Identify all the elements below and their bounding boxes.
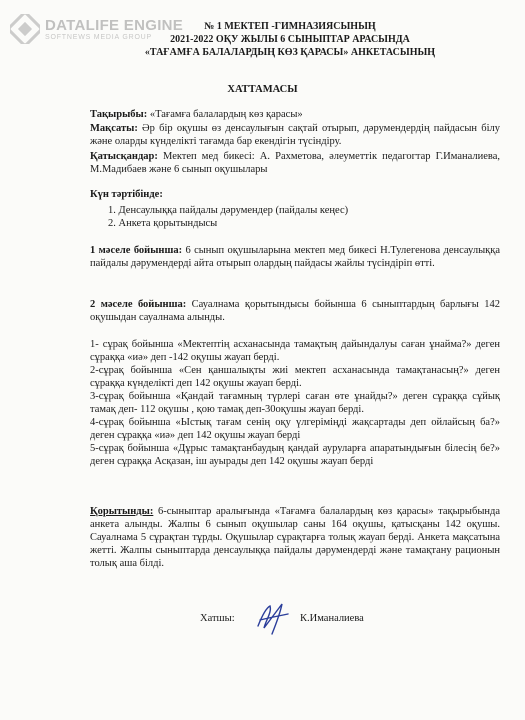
agenda-section: [90, 188, 500, 230]
signature-name: К.Иманалиева: [300, 613, 364, 624]
datalife-logo-icon: [10, 14, 40, 44]
topic-label: Тақырыбы:: [90, 109, 148, 120]
topic-text: «Тағамға балалардың көз қарасы»: [147, 109, 303, 120]
goal-paragraph: [90, 122, 500, 148]
watermark-title: DATALIFE ENGINE: [45, 16, 184, 34]
agenda-item-1: 1. Денсаулыққа пайдалы дәрумендер (пайдалы кеңес): [108, 205, 349, 216]
conclusion-text: 6-сыныптар аралығында «Тағамға балалардың көз қарасы» тақырыбында анкета алынды. Жалпы 6 сынып оқушылар саны 164 оқушы, қатысқаны 142 оқушы. Сауалнама 5 сұрақтан тұрды. Оқушылар сұрақтарға толық жауап берді. Анкета мақсатына жетті. Жалпы сыныптарда денсаулыққа пайдалы дәрумендерді және тамақтану рационын толық аша білді.: [90, 506, 500, 569]
answer-5: 5-сұрақ бойынша «Дұрыс тамақтанбаудың қандай ауруларға апаратындығын білесің бе?» деген сұраққа Асқазан, іш ауырады деп 142 оқушы жауап берді: [90, 443, 500, 467]
answer-3: 3-сұрақ бойынша «Қандай тағамның түрлері саған өте ұнайды?» деген сұраққа сұйық тамақ деп- 112 оқушы , қою тамақ деп-30оқушы жауап берді.: [90, 391, 500, 415]
document-header: [90, 20, 490, 59]
topic-paragraph: [90, 108, 500, 121]
goal-label: Мақсаты:: [90, 123, 138, 134]
goal-text: Әр бір оқушы өз денсаулығын сақтай отырып, дәрумендердің пайдасын білу және оларды күнделікті тағамда бар екендігін түсіндіру.: [90, 123, 500, 147]
issue1-label: 1 мәселе бойынша:: [90, 245, 183, 256]
issue1-paragraph: [90, 244, 500, 270]
document-title: ХАТТАМАСЫ: [227, 84, 298, 95]
watermark-subtitle: SOFTNEWS MEDIA GROUP: [45, 33, 153, 41]
header-line-3: «ТАҒАМҒА БАЛАЛАРДЫҢ КӨЗ ҚАРАСЫ» АНКЕТАСЫНЫҢ: [144, 47, 436, 58]
conclusion-label: Қорытынды:: [90, 506, 154, 517]
signature-label: Хатшы:: [200, 613, 235, 624]
agenda-item-2: 2. Анкета қорытындысы: [108, 218, 218, 229]
issue2-paragraph: [90, 298, 500, 324]
agenda-label: Күн тәртібінде:: [90, 189, 163, 200]
participants-text: Мектеп мед бикесі: А. Рахметова, әлеуметтік педагогтар Г.Иманалиева, М.Мадибаев және 6 сынып оқушылары: [90, 151, 500, 175]
header-line-1: № 1 МЕКТЕП -ГИМНАЗИЯСЫНЫҢ: [204, 21, 376, 32]
answer-1: 1- сұрақ бойынша «Мектептің асханасында тамақтың дайындалуы саған ұнайма?» деген сұраққа «иә» деп -142 оқушы жауап берді.: [90, 339, 500, 363]
answer-2: 2-сұрақ бойынша «Сен қаншалықты жиі мектеп асханасында тамақтанасың?» деген сұраққа күнделікті деп 142 оқушы жауап берді.: [90, 365, 500, 389]
handwritten-signature-icon: [252, 598, 292, 638]
answer-4: 4-сұрақ бойынша «Ыстық тағам сенің оқу үлгеріміңді жақсартады деп ойлайсың ба?» деген сұраққа «иә» деп 142 оқушы жауап берді: [90, 417, 500, 441]
answers-section: [90, 338, 500, 468]
participants-label: Қатысқандар:: [90, 151, 158, 162]
issue1-text: 6 сынып оқушыларына мектеп мед бикесі Н.Тулегенова денсаулыққа пайдалы дәрумендерді айта отырып олардың пайдасы жайлы түсіндіріп өтті.: [90, 245, 500, 269]
header-line-2: 2021-2022 ОҚУ ЖЫЛЫ 6 СЫНЫПТАР АРАСЫНДА: [170, 34, 410, 45]
issue2-text: Сауалнама қорытындысы бойынша 6 сыныптардың барлығы 142 оқушыдан сауалнама алынды.: [90, 299, 500, 323]
participants-paragraph: [90, 150, 500, 176]
issue2-label: 2 мәселе бойынша:: [90, 299, 187, 310]
conclusion-paragraph: [90, 505, 500, 570]
